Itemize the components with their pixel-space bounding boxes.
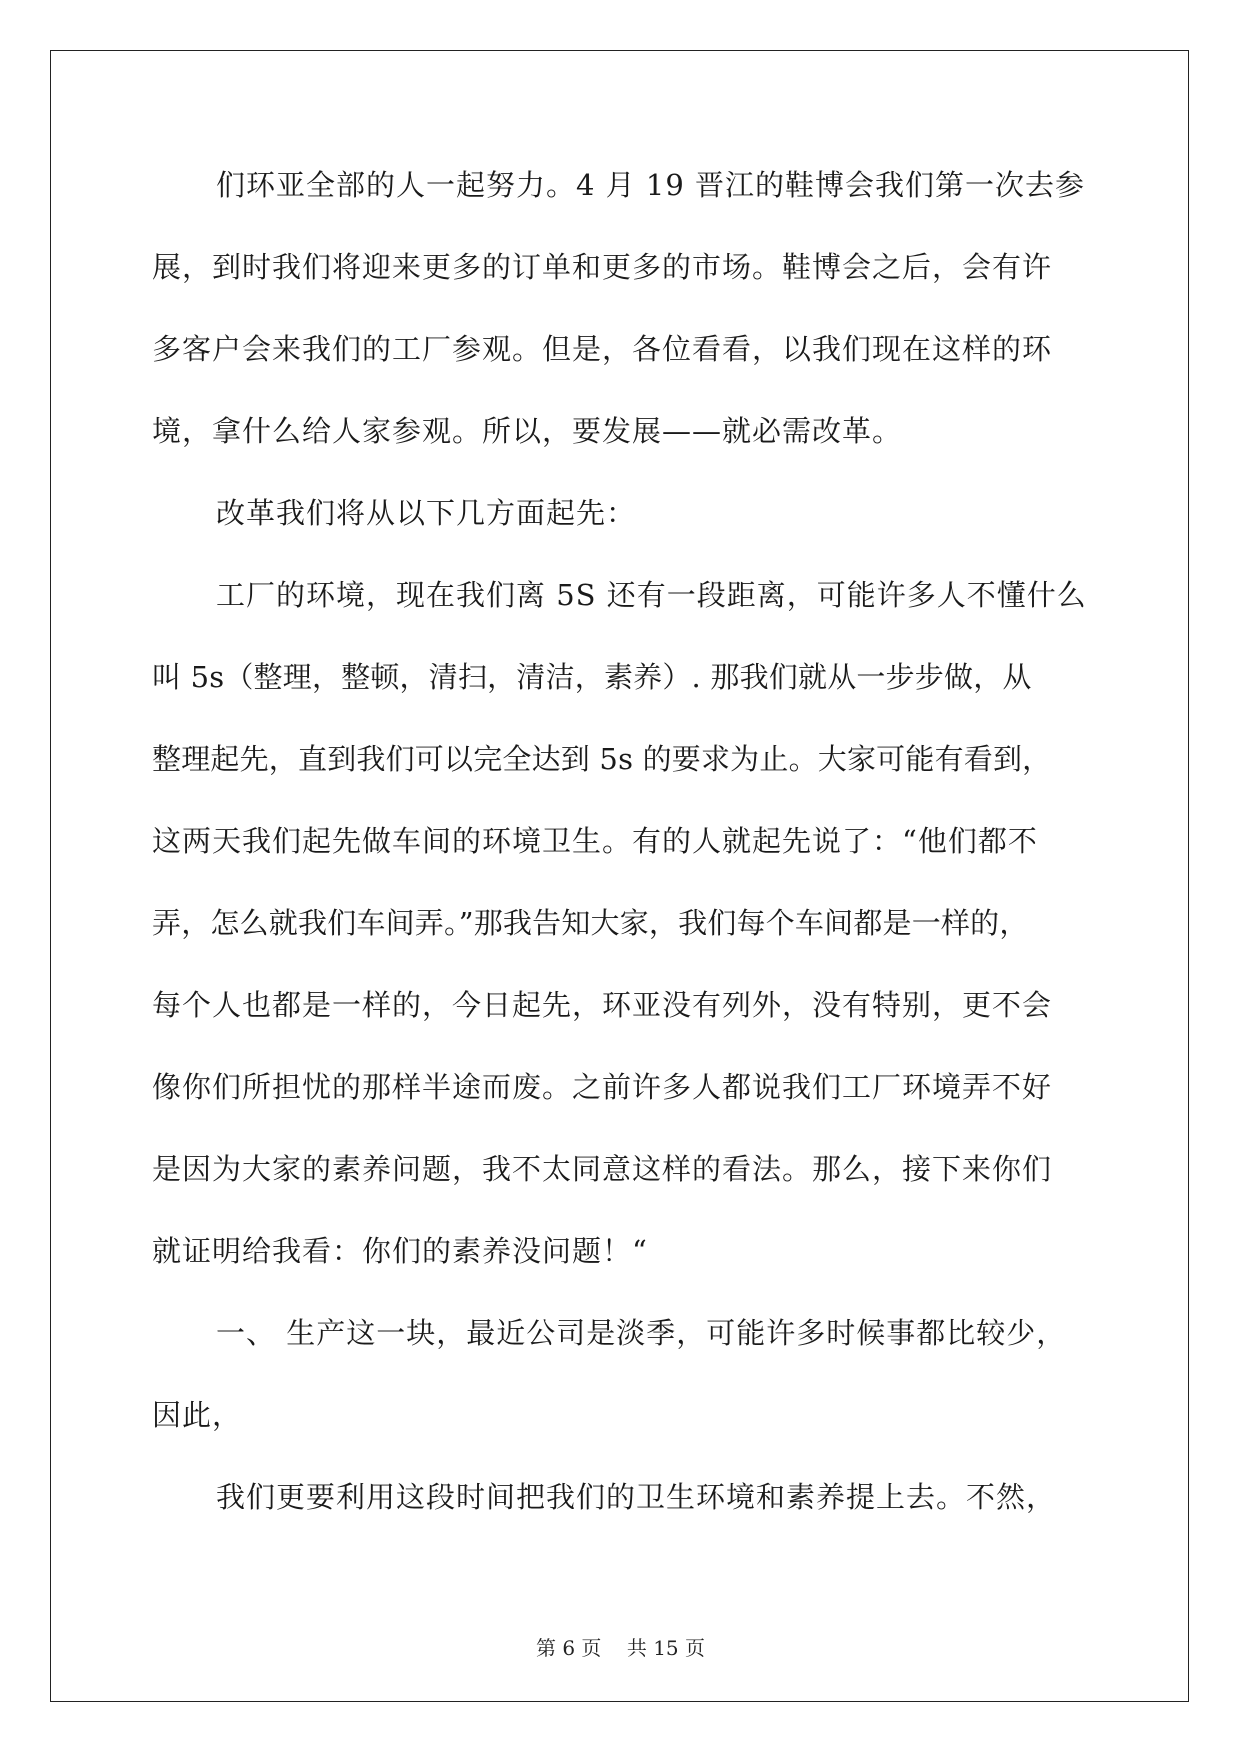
text-line: 一、 生产这一块，最近公司是淡季，可能许多时候事都比较少， [216, 1316, 1067, 1350]
text-line: 这两天我们起先做车间的环境卫生。有的人就起先说了：“他们都不 [152, 824, 1038, 858]
text-line: 展，到时我们将迎来更多的订单和更多的市场。鞋博会之后，会有许 [152, 250, 1053, 284]
text-line: 工厂的环境，现在我们离 5S 还有一段距离，可能许多人不懂什么 [216, 578, 1087, 612]
text-line: 弄，怎么就我们车间弄。”那我告知大家，我们每个车间都是一样的， [152, 906, 1029, 940]
text-line: 我们更要利用这段时间把我们的卫生环境和素养提上去。不然， [216, 1480, 1057, 1514]
document-body [152, 160, 1088, 1554]
text-line: 多客户会来我们的工厂参观。但是，各位看看，以我们现在这样的环 [152, 332, 1053, 366]
text-line: 境，拿什么给人家参观。所以，要发展——就必需改革。 [152, 414, 903, 448]
text-line: 们环亚全部的人一起努力。4 月 19 晋江的鞋博会我们第一次去参 [216, 168, 1086, 202]
text-line: 像你们所担忧的那样半途而废。之前许多人都说我们工厂环境弄不好 [152, 1070, 1053, 1104]
text-line: 因此， [152, 1398, 243, 1432]
text-line: 是因为大家的素养问题，我不太同意这样的看法。那么，接下来你们 [152, 1152, 1053, 1186]
text-line: 叫 5s（整理，整顿，清扫，清洁，素养）. 那我们就从一步步做，从 [152, 660, 1032, 694]
text-line: 整理起先，直到我们可以完全达到 5s 的要求为止。大家可能有看到， [152, 742, 1052, 776]
text-line: 每个人也都是一样的，今日起先，环亚没有列外，没有特别，更不会 [152, 988, 1053, 1022]
text-line: 改革我们将从以下几方面起先： [216, 496, 637, 530]
page-number-footer: 第 6 页 共 15 页 [535, 1636, 706, 1660]
text-line: 就证明给我看：你们的素养没问题！“ [152, 1234, 648, 1268]
